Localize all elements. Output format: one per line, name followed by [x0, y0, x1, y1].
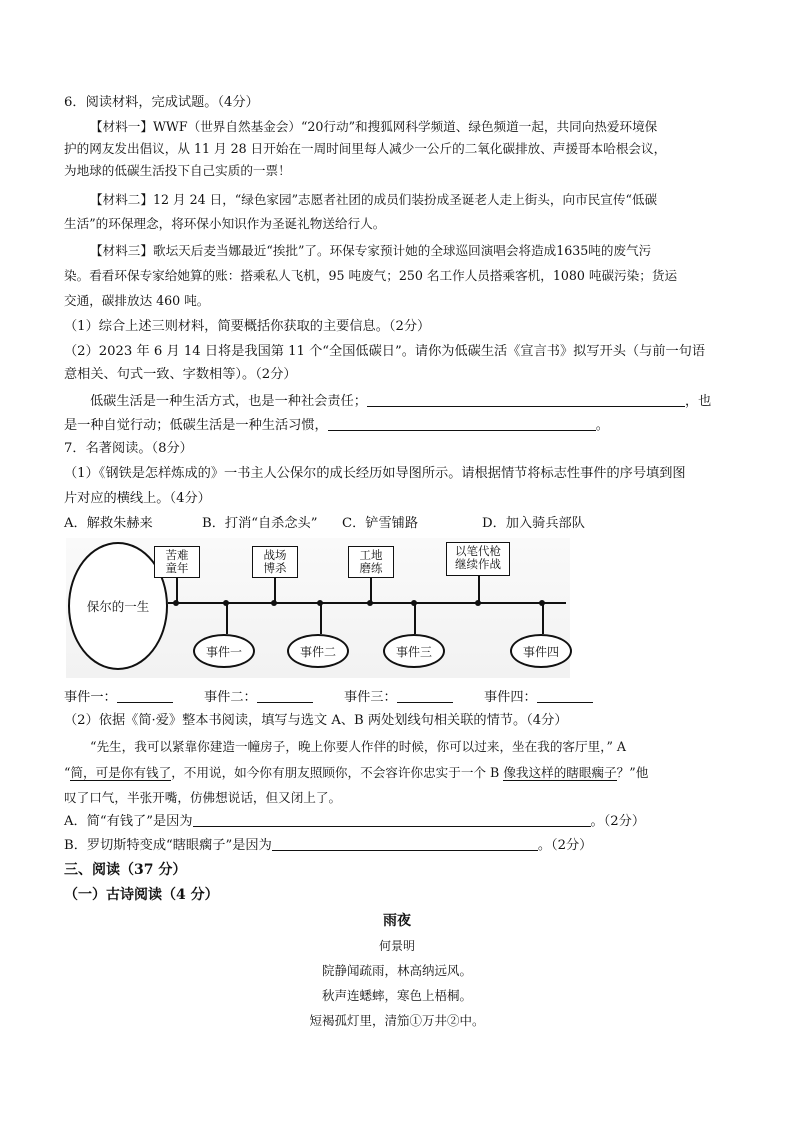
q7-title: 7．名著阅读。（8分）: [64, 441, 193, 456]
answer-a-row: [64, 812, 645, 831]
section-3-sub-title: （一）古诗阅读（4 分）: [64, 887, 219, 903]
q7-sub1-line-2: 片对应的横线上。（4分）: [64, 491, 211, 506]
event-oval-1: 事件一: [193, 634, 255, 668]
jane-eyre-passage-2: [64, 764, 648, 782]
answer-b-label: B．罗切斯特变成“瞎眼瘸子”是因为: [64, 838, 272, 853]
event-dot-4: [539, 600, 545, 606]
poem-title: 雨夜: [383, 913, 411, 929]
event-blank-1[interactable]: [117, 688, 173, 703]
q6-fill-row-1: [90, 392, 711, 411]
event-answer-1: [64, 688, 173, 707]
q6-sub2-line-1: （2）2023 年 6 月 14 日将是我国第 11 个“全国低碳日”。请你为低碳生活《宣言书》拟写开头（与前一句语: [64, 344, 706, 359]
timeline-dot-1: [173, 600, 179, 606]
event-line-4: [542, 602, 544, 634]
poem-author: 何景明: [378, 939, 415, 953]
passage2-end: ？”他: [616, 765, 649, 780]
underlined-sentence-a: 简，可是你有钱了: [70, 765, 172, 780]
box-pen-as-gun: [446, 542, 510, 576]
answer-b-blank[interactable]: [272, 836, 538, 851]
answer-b-row: [64, 836, 592, 855]
material-1-line-3: 为地球的低碳生活投下自己实质的一票！: [64, 163, 291, 178]
passage2-middle: ，不用说，如今你有朋友照顾你，不会容许你忠实于一个 B: [171, 765, 504, 780]
event-answer-3-label: 事件三：: [344, 690, 397, 705]
option-d: D．加入骑兵部队: [482, 516, 585, 531]
timeline-dot-2: [271, 600, 277, 606]
underlined-sentence-b: 像我这样的瞎眼瘸子: [503, 765, 617, 780]
event-answer-2: [204, 688, 313, 707]
event-blank-2[interactable]: [257, 688, 313, 703]
poem-line-3: 短褐孤灯里，清笳①万井②中。: [309, 1013, 485, 1028]
poem-line-2: 秋声连蟋蟀，寒色上梧桐。: [321, 988, 472, 1003]
option-c: C．铲雪铺路: [342, 516, 419, 531]
event-line-3: [414, 602, 416, 634]
event-answer-1-label: 事件一：: [64, 690, 117, 705]
event-oval-2: 事件二: [287, 634, 349, 668]
fill1-prefix: 低碳生活是一种生活方式，也是一种社会责任；: [90, 394, 367, 409]
material-1-line-2: 护的网友发出倡议，从 11 月 28 日开始在一周时间里每人减少一公斤的二氧化碳排放、声援哥本哈根会议，: [64, 141, 667, 156]
jane-eyre-passage-1: “先生，我可以紧靠你建造一幢房子，晚上你要人作伴的时候，你可以过来，坐在我的客厅里，” A: [90, 739, 627, 754]
answer-a-label: A．简“有钱了”是因为: [64, 814, 193, 829]
event-answer-4-label: 事件四：: [484, 690, 537, 705]
box-1-line-2: 童年: [165, 561, 189, 575]
fill1-suffix: ，也: [684, 394, 712, 409]
section-3-title: 三、阅读（37 分）: [64, 862, 187, 878]
jane-eyre-passage-3: 叹了口气，半张开嘴，仿佛想说话，但又闭上了。: [64, 790, 342, 805]
answer-b-suffix: 。（2分）: [537, 838, 593, 853]
branch-line-2: [274, 574, 276, 602]
branch-line-3: [370, 574, 372, 602]
event-line-2: [320, 602, 322, 634]
option-b: B．打消“自杀念头”: [202, 516, 318, 531]
event-dot-3: [411, 600, 417, 606]
box-battlefield: [252, 546, 298, 578]
box-3-line-1: 工地: [359, 548, 383, 562]
passage2-open-quote: “: [64, 765, 71, 780]
q6-fill-row-2: [64, 416, 609, 435]
event-oval-4: 事件四: [510, 634, 572, 668]
box-3-line-2: 磨练: [359, 561, 383, 575]
box-hard-childhood: [154, 546, 200, 578]
q7-sub1-line-1: （1）《钢铁是怎样炼成的》一书主人公保尔的成长经历如导图所示。请根据情节将标志性事件的序号填到图: [64, 466, 686, 481]
box-2-line-1: 战场: [263, 548, 287, 562]
event-oval-3: 事件三: [383, 634, 445, 668]
branch-line-4: [478, 574, 480, 602]
q6-title: 6．阅读材料，完成试题。（4分）: [64, 95, 259, 110]
fill2-suffix: 。: [595, 418, 609, 433]
box-1-line-1: 苦难: [165, 548, 189, 562]
poem-line-1: 院静闻疏雨，林高纳远风。: [321, 963, 472, 978]
material-3-line-1: 【材料三】歌坛天后麦当娜最近“挨批”了。环保专家预计她的全球巡回演唱会将造成1635吨的废气污: [90, 243, 652, 258]
event-answer-4: [484, 688, 593, 707]
event-dot-1: [223, 600, 229, 606]
option-a: A．解救朱赫来: [64, 516, 153, 531]
event-answer-2-label: 事件二：: [204, 690, 257, 705]
answer-a-suffix: 。（2分）: [590, 814, 646, 829]
box-worksite: [348, 546, 394, 578]
fill2-prefix: 是一种自觉行动；低碳生活是一种生活习惯，: [64, 418, 328, 433]
answer-a-blank[interactable]: [193, 812, 591, 827]
event-blank-4[interactable]: [537, 688, 593, 703]
material-2-line-2: 生活”的环保理念，将环保小知识作为圣诞礼物送给行人。: [64, 216, 386, 231]
box-2-line-2: 博杀: [263, 561, 287, 575]
event-answer-3: [344, 688, 453, 707]
event-blank-3[interactable]: [397, 688, 453, 703]
fill-blank-1[interactable]: [367, 392, 685, 407]
box-4-line-1: 以笔代枪: [455, 544, 501, 558]
q6-sub2-line-2: 意相关、句式一致、字数相等）。（2分）: [64, 367, 297, 382]
box-4-line-2: 继续作战: [455, 557, 501, 571]
paul-life-mind-map: [66, 538, 570, 678]
event-dot-2: [317, 600, 323, 606]
event-line-1: [226, 602, 228, 634]
material-2-line-1: 【材料二】12 月 24 日，“绿色家园”志愿者社团的成员们装扮成圣诞老人走上街头，向市民宣传“低碳: [90, 192, 658, 207]
material-3-line-2: 染。看看环保专家给她算的账：搭乘私人飞机，95 吨废气；250 名工作人员搭乘客机，1080 吨碳污染；货运: [64, 268, 678, 283]
material-1-line-1: 【材料一】WWF（世界自然基金会）“20行动”和搜狐网科学频道、绿色频道一起，共同向热爱环境保: [90, 119, 658, 134]
q7-sub2: （2）依据《简·爱》整本书阅读，填写与选文 A、B 两处划线句相关联的情节。（4分）: [64, 713, 568, 728]
material-3-line-3: 交通，碳排放达 460 吨。: [64, 293, 210, 308]
q6-sub1: （1）综合上述三则材料，简要概括你获取的主要信息。（2分）: [64, 319, 431, 334]
fill-blank-2[interactable]: [328, 416, 596, 431]
branch-line-1: [176, 574, 178, 602]
center-ellipse: 保尔的一生: [68, 542, 168, 670]
timeline-dot-3: [367, 600, 373, 606]
timeline-dot-4: [475, 600, 481, 606]
